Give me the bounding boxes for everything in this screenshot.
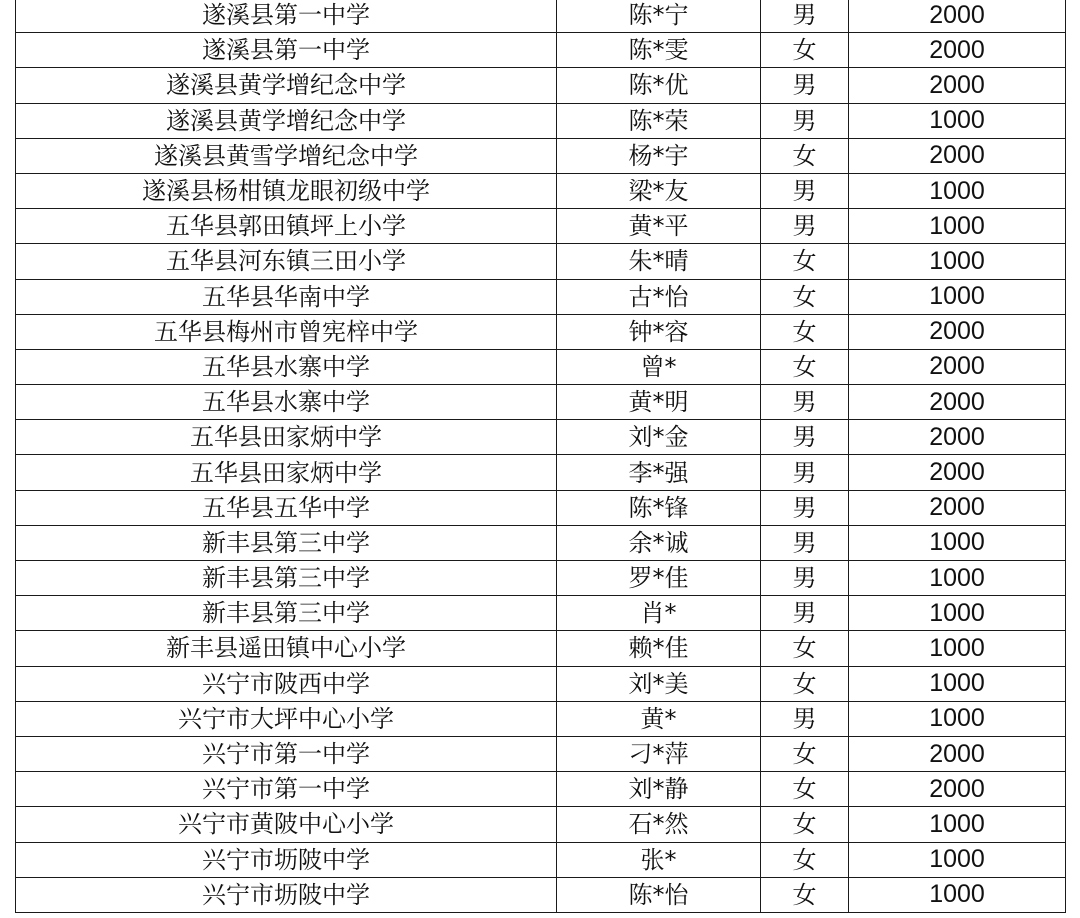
name-cell[interactable]: 余*诚 xyxy=(557,525,761,560)
school-cell[interactable]: 遂溪县杨柑镇龙眼初级中学 xyxy=(16,173,557,208)
school-cell[interactable]: 兴宁市大坪中心小学 xyxy=(16,701,557,736)
amount-cell[interactable]: 1000 xyxy=(849,666,1066,701)
table-row xyxy=(16,68,1066,103)
name-cell[interactable]: 陈*荣 xyxy=(557,103,761,138)
gender-cell[interactable]: 男 xyxy=(761,490,849,525)
amount-cell[interactable]: 2000 xyxy=(849,349,1066,384)
gender-cell[interactable]: 男 xyxy=(761,68,849,103)
amount-cell[interactable]: 2000 xyxy=(849,0,1066,33)
name-cell[interactable]: 钟*容 xyxy=(557,314,761,349)
school-cell[interactable]: 兴宁市坜陂中学 xyxy=(16,842,557,877)
name-cell[interactable]: 刘*美 xyxy=(557,666,761,701)
name-cell[interactable]: 陈*锋 xyxy=(557,490,761,525)
gender-cell[interactable]: 男 xyxy=(761,103,849,138)
amount-cell[interactable]: 1000 xyxy=(849,561,1066,596)
name-cell[interactable]: 张* xyxy=(557,842,761,877)
gender-cell[interactable]: 女 xyxy=(761,631,849,666)
gender-cell[interactable]: 女 xyxy=(761,279,849,314)
school-cell[interactable]: 新丰县遥田镇中心小学 xyxy=(16,631,557,666)
gender-cell[interactable]: 女 xyxy=(761,33,849,68)
school-cell[interactable]: 五华县华南中学 xyxy=(16,279,557,314)
school-cell[interactable]: 兴宁市陂西中学 xyxy=(16,666,557,701)
school-cell[interactable]: 五华县田家炳中学 xyxy=(16,455,557,490)
school-cell[interactable]: 新丰县第三中学 xyxy=(16,596,557,631)
recipient-table xyxy=(15,0,1066,913)
gender-cell[interactable]: 男 xyxy=(761,209,849,244)
gender-cell[interactable]: 女 xyxy=(761,877,849,912)
name-cell[interactable]: 黄*明 xyxy=(557,385,761,420)
table-body xyxy=(16,0,1066,912)
gender-cell[interactable]: 女 xyxy=(761,736,849,771)
amount-cell[interactable]: 2000 xyxy=(849,33,1066,68)
gender-cell[interactable]: 男 xyxy=(761,0,849,33)
name-cell[interactable]: 朱*晴 xyxy=(557,244,761,279)
gender-cell[interactable]: 男 xyxy=(761,596,849,631)
amount-cell[interactable]: 2000 xyxy=(849,490,1066,525)
amount-cell[interactable]: 2000 xyxy=(849,138,1066,173)
table-row xyxy=(16,596,1066,631)
name-cell[interactable]: 刁*萍 xyxy=(557,736,761,771)
table-row xyxy=(16,0,1066,33)
amount-cell[interactable]: 1000 xyxy=(849,525,1066,560)
school-cell[interactable]: 遂溪县第一中学 xyxy=(16,33,557,68)
amount-cell[interactable]: 2000 xyxy=(849,420,1066,455)
table-row xyxy=(16,138,1066,173)
name-cell[interactable]: 杨*宇 xyxy=(557,138,761,173)
gender-cell[interactable]: 女 xyxy=(761,138,849,173)
gender-cell[interactable]: 女 xyxy=(761,842,849,877)
school-cell[interactable]: 五华县水寨中学 xyxy=(16,385,557,420)
table-row xyxy=(16,209,1066,244)
amount-cell[interactable]: 2000 xyxy=(849,455,1066,490)
table-row xyxy=(16,314,1066,349)
school-cell[interactable]: 兴宁市第一中学 xyxy=(16,736,557,771)
school-cell[interactable]: 五华县水寨中学 xyxy=(16,349,557,384)
gender-cell[interactable]: 女 xyxy=(761,244,849,279)
name-cell[interactable]: 刘*静 xyxy=(557,772,761,807)
amount-cell[interactable]: 1000 xyxy=(849,279,1066,314)
gender-cell[interactable]: 女 xyxy=(761,349,849,384)
table-row xyxy=(16,525,1066,560)
school-cell[interactable]: 遂溪县黄学增纪念中学 xyxy=(16,103,557,138)
school-cell[interactable]: 五华县郭田镇坪上小学 xyxy=(16,209,557,244)
table-row xyxy=(16,173,1066,208)
gender-cell[interactable]: 男 xyxy=(761,525,849,560)
school-cell[interactable]: 兴宁市坜陂中学 xyxy=(16,877,557,912)
table-row xyxy=(16,666,1066,701)
gender-cell[interactable]: 男 xyxy=(761,385,849,420)
school-cell[interactable]: 兴宁市第一中学 xyxy=(16,772,557,807)
table-row xyxy=(16,561,1066,596)
table-row xyxy=(16,279,1066,314)
gender-cell[interactable]: 女 xyxy=(761,666,849,701)
amount-cell[interactable]: 2000 xyxy=(849,736,1066,771)
name-cell[interactable]: 罗*佳 xyxy=(557,561,761,596)
amount-cell[interactable]: 2000 xyxy=(849,385,1066,420)
school-cell[interactable]: 新丰县第三中学 xyxy=(16,561,557,596)
gender-cell[interactable]: 女 xyxy=(761,314,849,349)
gender-cell[interactable]: 男 xyxy=(761,420,849,455)
table-row xyxy=(16,772,1066,807)
school-cell[interactable]: 遂溪县黄学增纪念中学 xyxy=(16,68,557,103)
school-cell[interactable]: 遂溪县黄雪学增纪念中学 xyxy=(16,138,557,173)
school-cell[interactable]: 新丰县第三中学 xyxy=(16,525,557,560)
name-cell[interactable]: 曾* xyxy=(557,349,761,384)
amount-cell[interactable]: 1000 xyxy=(849,209,1066,244)
amount-cell[interactable]: 1000 xyxy=(849,842,1066,877)
name-cell[interactable]: 陈*宁 xyxy=(557,0,761,33)
amount-cell[interactable]: 1000 xyxy=(849,701,1066,736)
name-cell[interactable]: 黄* xyxy=(557,701,761,736)
table-row xyxy=(16,631,1066,666)
table-row xyxy=(16,385,1066,420)
amount-cell[interactable]: 2000 xyxy=(849,772,1066,807)
table-row xyxy=(16,349,1066,384)
amount-cell[interactable]: 1000 xyxy=(849,103,1066,138)
school-cell[interactable]: 兴宁市黄陂中心小学 xyxy=(16,807,557,842)
table-row xyxy=(16,842,1066,877)
name-cell[interactable]: 陈*优 xyxy=(557,68,761,103)
name-cell[interactable]: 赖*佳 xyxy=(557,631,761,666)
amount-cell[interactable]: 1000 xyxy=(849,807,1066,842)
table-row xyxy=(16,103,1066,138)
gender-cell[interactable]: 男 xyxy=(761,701,849,736)
gender-cell[interactable]: 男 xyxy=(761,455,849,490)
amount-cell[interactable]: 1000 xyxy=(849,877,1066,912)
school-cell[interactable]: 五华县五华中学 xyxy=(16,490,557,525)
table-row xyxy=(16,490,1066,525)
table-row xyxy=(16,420,1066,455)
gender-cell[interactable]: 男 xyxy=(761,561,849,596)
gender-cell[interactable]: 男 xyxy=(761,173,849,208)
table-row xyxy=(16,877,1066,912)
table-row xyxy=(16,455,1066,490)
amount-cell[interactable]: 1000 xyxy=(849,596,1066,631)
table-row xyxy=(16,244,1066,279)
table-row xyxy=(16,807,1066,842)
name-cell[interactable]: 黄*平 xyxy=(557,209,761,244)
table-row xyxy=(16,736,1066,771)
name-cell[interactable]: 刘*金 xyxy=(557,420,761,455)
amount-cell[interactable]: 1000 xyxy=(849,244,1066,279)
amount-cell[interactable]: 1000 xyxy=(849,631,1066,666)
name-cell[interactable]: 肖* xyxy=(557,596,761,631)
name-cell[interactable]: 古*怡 xyxy=(557,279,761,314)
name-cell[interactable]: 李*强 xyxy=(557,455,761,490)
gender-cell[interactable]: 女 xyxy=(761,807,849,842)
amount-cell[interactable]: 1000 xyxy=(849,173,1066,208)
table-row xyxy=(16,33,1066,68)
name-cell[interactable]: 陈*雯 xyxy=(557,33,761,68)
amount-cell[interactable]: 2000 xyxy=(849,68,1066,103)
name-cell[interactable]: 石*然 xyxy=(557,807,761,842)
school-cell[interactable]: 五华县梅州市曾宪梓中学 xyxy=(16,314,557,349)
name-cell[interactable]: 陈*怡 xyxy=(557,877,761,912)
amount-cell[interactable]: 2000 xyxy=(849,314,1066,349)
name-cell[interactable]: 梁*友 xyxy=(557,173,761,208)
gender-cell[interactable]: 女 xyxy=(761,772,849,807)
school-cell[interactable]: 五华县田家炳中学 xyxy=(16,420,557,455)
school-cell[interactable]: 遂溪县第一中学 xyxy=(16,0,557,33)
table-row xyxy=(16,701,1066,736)
school-cell[interactable]: 五华县河东镇三田小学 xyxy=(16,244,557,279)
